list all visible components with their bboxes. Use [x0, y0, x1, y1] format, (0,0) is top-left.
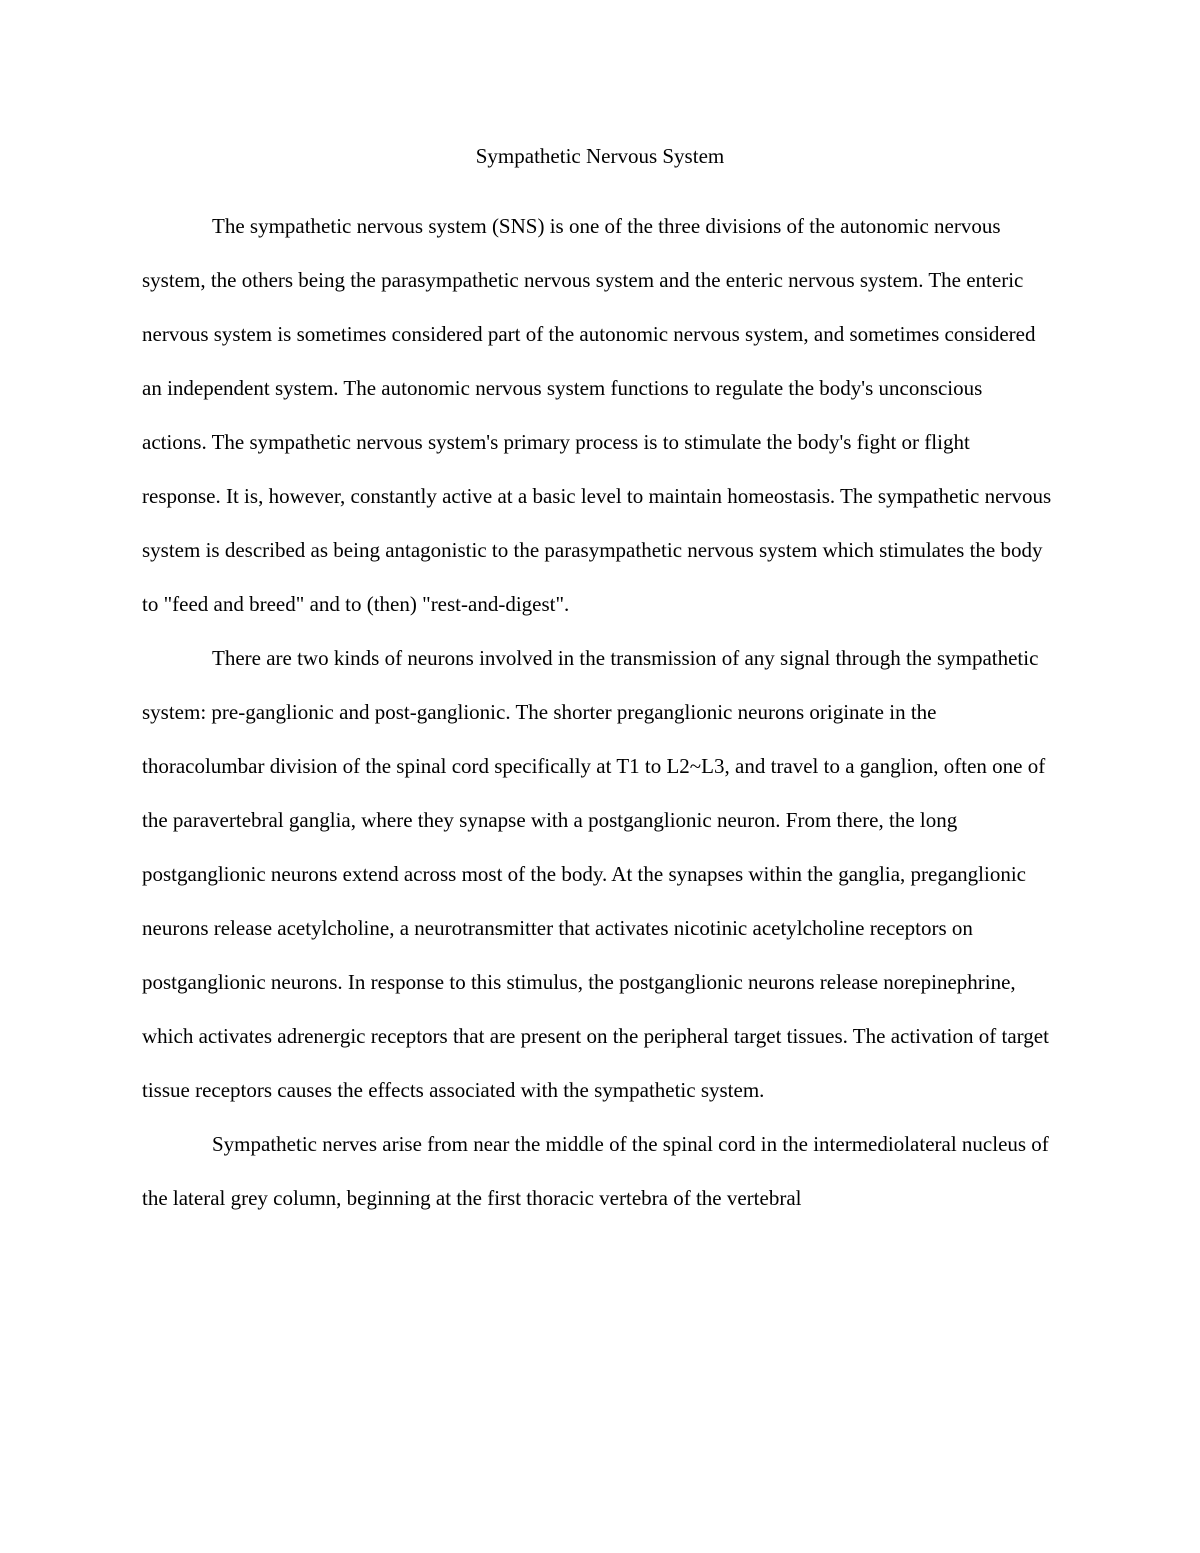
paragraph-3: Sympathetic nerves arise from near the middle of the spinal cord in the intermediolateral nucleus of the lateral grey column, beginning at the first thoracic vertebra of the vertebral	[142, 1132, 1049, 1210]
paragraph-1: The sympathetic nervous system (SNS) is one of the three divisions of the autonomic nervous system, the others being the parasympathetic nervous system and the enteric nervous system. The enteric nervous system is sometimes considered part of the autonomic nervous system, and sometimes considered an independent system. The autonomic nervous system functions to regulate the body's unconscious actions. The sympathetic nervous system's primary process is to stimulate the body's fight or flight response. It is, however, constantly active at a basic level to maintain homeostasis. The sympathetic nervous system is described as being antagonistic to the parasympathetic nervous system which stimulates the body to "feed and breed" and to (then) "rest-and-digest".	[142, 214, 1052, 616]
document-title: Sympathetic Nervous System	[475, 144, 725, 168]
document-body	[142, 199, 1052, 1225]
paragraph-2: There are two kinds of neurons involved in the transmission of any signal through the sympathetic system: pre-ganglionic and post-ganglionic. The shorter preganglionic neurons originate in the thoracolumbar division of the spinal cord specifically at T1 to L2~L3, and travel to a ganglion, often one of the paravertebral ganglia, where they synapse with a postganglionic neuron. From there, the long postganglionic neurons extend across most of the body. At the synapses within the ganglia, preganglionic neurons release acetylcholine, a neurotransmitter that activates nicotinic acetylcholine receptors on postganglionic neurons. In response to this stimulus, the postganglionic neurons release norepinephrine, which activates adrenergic receptors that are present on the peripheral target tissues. The activation of target tissue receptors causes the effects associated with the sympathetic system.	[142, 646, 1049, 1102]
